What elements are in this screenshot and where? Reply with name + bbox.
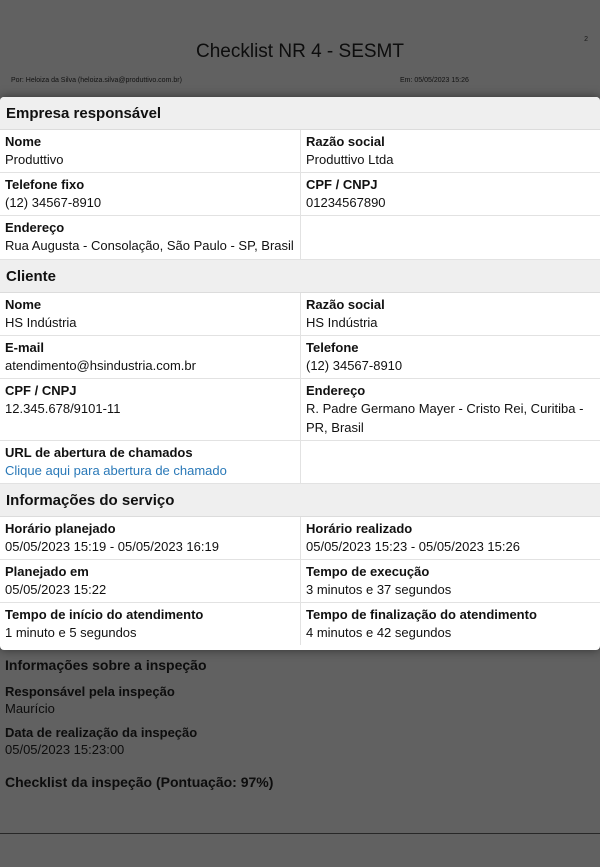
planned-at: 05/05/2023 15:22 <box>5 582 107 597</box>
field-label: Tempo de execução <box>306 564 430 579</box>
service-row <box>0 560 600 603</box>
actual-time: 05/05/2023 15:23 - 05/05/2023 15:26 <box>306 539 520 554</box>
client-row <box>0 379 600 441</box>
field-label: Planejado em <box>5 564 89 579</box>
field-label: Tempo de início do atendimento <box>5 607 204 622</box>
client-address-cell <box>300 379 600 440</box>
field-label: CPF / CNPJ <box>306 177 378 192</box>
zoomed-info-card <box>0 97 600 650</box>
client-row <box>0 293 600 336</box>
service-row <box>0 517 600 560</box>
company-cpf: 01234567890 <box>306 195 386 210</box>
start-time-cell <box>0 603 300 645</box>
field-label: Nome <box>5 134 42 149</box>
planned-time-cell <box>0 517 300 559</box>
start-time: 1 minuto e 5 segundos <box>5 625 137 640</box>
finish-time: 4 minutos e 42 segundos <box>306 625 452 640</box>
company-row <box>0 130 600 173</box>
field-label: Razão social <box>306 134 385 149</box>
client-url-cell <box>0 441 300 483</box>
company-address-cell <box>0 216 300 259</box>
client-name: HS Indústria <box>5 315 77 330</box>
company-address: Rua Augusta - Consolação, São Paulo - SP, Brasil <box>5 238 294 253</box>
company-row <box>0 173 600 216</box>
client-address: R. Padre Germano Mayer - Cristo Rei, Curitiba - PR, Brasil <box>306 401 584 435</box>
field-label: Horário realizado <box>306 521 413 536</box>
execution-time-cell <box>300 560 600 602</box>
client-section-heading: Cliente <box>0 260 600 293</box>
client-row <box>0 441 600 484</box>
field-label: Horário planejado <box>5 521 116 536</box>
planned-time: 05/05/2023 15:19 - 05/05/2023 16:19 <box>5 539 219 554</box>
service-row <box>0 603 600 645</box>
company-phone: (12) 34567-8910 <box>5 195 102 210</box>
field-label: Endereço <box>306 383 366 398</box>
field-label: E-mail <box>5 340 45 355</box>
planned-at-cell <box>0 560 300 602</box>
client-phone-cell <box>300 336 600 378</box>
company-razao: Produttivo Ltda <box>306 152 394 167</box>
client-name-cell <box>0 293 300 335</box>
company-name-cell <box>0 130 300 172</box>
field-label: Telefone fixo <box>5 177 85 192</box>
company-row <box>0 216 600 260</box>
client-phone: (12) 34567-8910 <box>306 358 403 373</box>
empty-cell <box>300 441 600 483</box>
client-email: atendimento@hsindustria.com.br <box>5 358 196 373</box>
field-label: Endereço <box>5 220 65 235</box>
field-label: Telefone <box>306 340 359 355</box>
client-razao: HS Indústria <box>306 315 378 330</box>
finish-time-cell <box>300 603 600 645</box>
empty-cell <box>300 216 600 259</box>
field-label: URL de abertura de chamados <box>5 445 193 460</box>
service-section-heading: Informações do serviço <box>0 484 600 517</box>
client-cpf-cell <box>0 379 300 440</box>
company-cpf-cell <box>300 173 600 215</box>
client-cpf: 12.345.678/9101-11 <box>5 401 121 416</box>
field-label: Tempo de finalização do atendimento <box>306 607 537 622</box>
company-razao-cell <box>300 130 600 172</box>
field-label: Nome <box>5 297 42 312</box>
company-section-heading: Empresa responsável <box>0 97 600 130</box>
field-label: Razão social <box>306 297 385 312</box>
client-row <box>0 336 600 379</box>
ticket-url-link[interactable]: Clique aqui para abertura de chamado <box>5 463 227 478</box>
company-name: Produttivo <box>5 152 64 167</box>
company-phone-cell <box>0 173 300 215</box>
actual-time-cell <box>300 517 600 559</box>
field-label: CPF / CNPJ <box>5 383 77 398</box>
execution-time: 3 minutos e 37 segundos <box>306 582 452 597</box>
client-email-cell <box>0 336 300 378</box>
client-razao-cell <box>300 293 600 335</box>
